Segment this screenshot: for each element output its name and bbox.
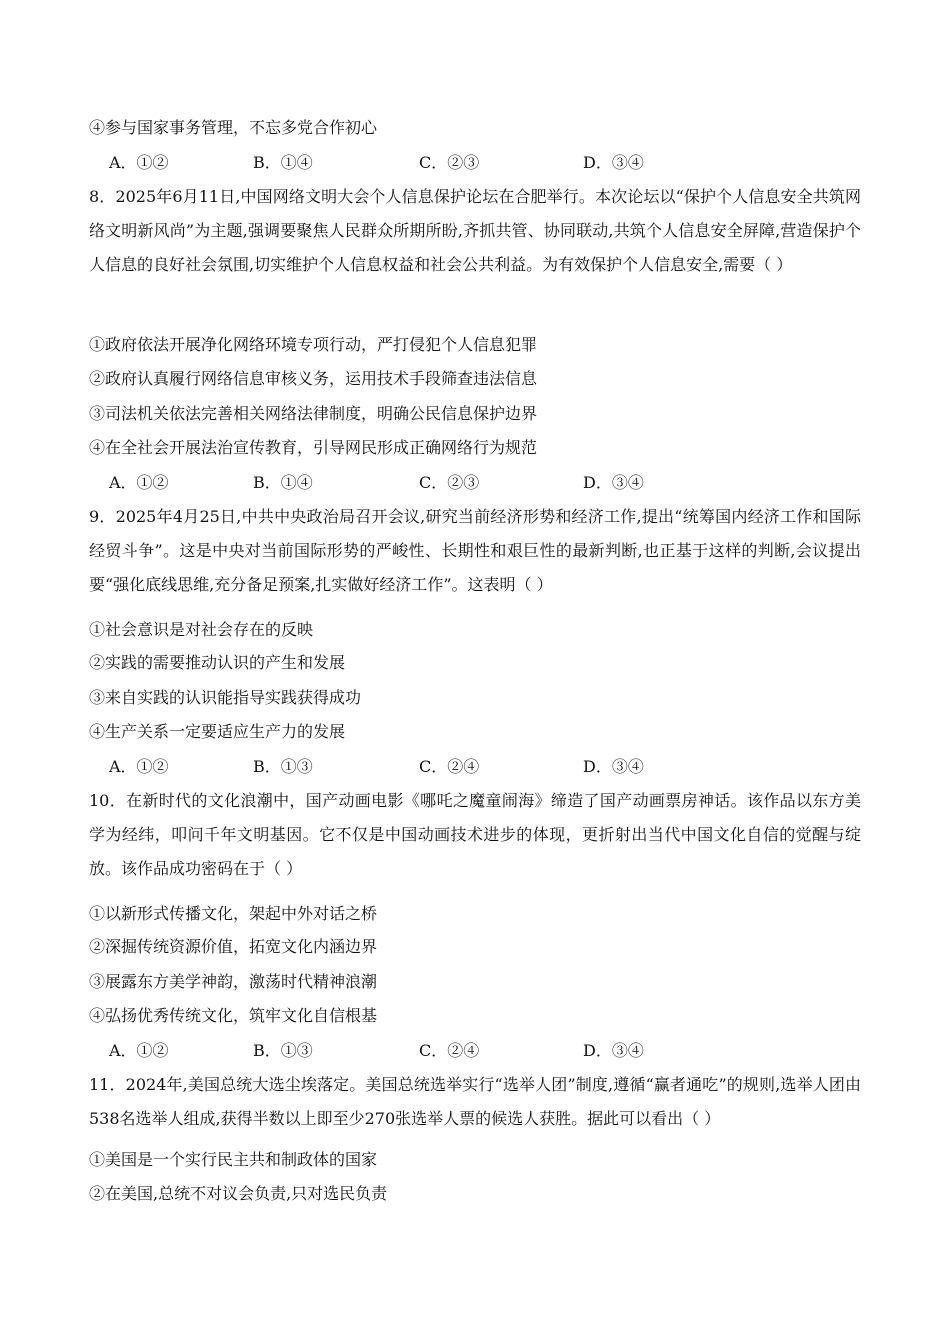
- q8-option-c[interactable]: C．②③: [419, 473, 480, 492]
- q8-option-b[interactable]: B．①④: [253, 473, 313, 492]
- q8-choice-4: ④在全社会开展法治宣传教育，引导网民形成正确网络行为规范: [89, 438, 538, 457]
- q9-choice-1: ①社会意识是对社会存在的反映: [89, 620, 314, 639]
- q8-choice-1: ①政府依法开展净化网络环境专项行动，严打侵犯个人信息犯罪: [89, 335, 538, 354]
- q7-option-d[interactable]: D．③④: [583, 153, 644, 172]
- q8-choice-3: ③司法机关依法完善相关网络法律制度，明确公民信息保护边界: [89, 404, 538, 423]
- q7-choice-4: ④参与国家事务管理，不忘多党合作初心: [89, 118, 378, 137]
- q9-choice-4: ④生产关系一定要适应生产力的发展: [89, 722, 346, 741]
- q10-option-c[interactable]: C．②④: [419, 1041, 480, 1060]
- q9-stem: 9．2025年4月25日,中共中央政治局召开会议,研究当前经济形势和经济工作,提出“统筹国内经济工作和国际经贸斗争”。这是中央对当前国际形势的严峻性、长期性和艰巨性的最新判断,也正基于这样的判断,会议提出要“强化底线思维,充分备足预案,扎实做好经济工作”。这表明（ ）: [89, 507, 861, 594]
- q8-choice-2: ②政府认真履行网络信息审核义务，运用技术手段筛查违法信息: [89, 369, 538, 388]
- q8-option-d[interactable]: D．③④: [583, 473, 644, 492]
- q10-stem: 10．在新时代的文化浪潮中，国产动画电影《哪吒之魔童闹海》缔造了国产动画票房神话。该作品以东方美学为经纬，叩问千年文明基因。它不仅是中国动画技术进步的体现，更折射出当代中国文化自信的觉醒与绽放。该作品成功密码在于（ ）: [89, 791, 861, 878]
- q7-option-c[interactable]: C．②③: [419, 153, 480, 172]
- q10-choice-2: ②深掘传统资源价值，拓宽文化内涵边界: [89, 937, 378, 956]
- q9-choice-2: ②实践的需要推动认识的产生和发展: [89, 653, 346, 672]
- q9-option-a[interactable]: A．①②: [109, 757, 169, 776]
- q9-option-b[interactable]: B．①③: [253, 757, 313, 776]
- q10-option-a[interactable]: A．①②: [109, 1041, 169, 1060]
- q11-choice-1: ①美国是一个实行民主共和制政体的国家: [89, 1150, 378, 1169]
- q10-choice-3: ③展露东方美学神韵，激荡时代精神浪潮: [89, 972, 378, 991]
- q9-option-c[interactable]: C．②④: [419, 757, 480, 776]
- q9-choice-3: ③来自实践的认识能指导实践获得成功: [89, 688, 362, 707]
- q7-option-b[interactable]: B．①④: [253, 153, 313, 172]
- q8-stem: 8．2025年6月11日,中国网络文明大会个人信息保护论坛在合肥举行。本次论坛以“保护个人信息安全共筑网络文明新风尚”为主题,强调要聚焦人民群众所期所盼,齐抓共管、协同联动,共筑个人信息安全屏障,营造保护个人信息的良好社会氛围,切实维护个人信息权益和社会公共利益。为有效保护个人信息安全,需要（ ）: [89, 187, 861, 274]
- q8-option-a[interactable]: A．①②: [109, 473, 169, 492]
- q11-stem: 11．2024年,美国总统大选尘埃落定。美国总统选举实行“选举人团”制度,遵循“赢者通吃”的规则,选举人团由538名选举人组成,获得半数以上即至少270张选举人票的候选人获胜。据此可以看出（ ）: [89, 1075, 861, 1128]
- q9-option-d[interactable]: D．③④: [583, 757, 644, 776]
- q7-option-a[interactable]: A．①②: [109, 153, 169, 172]
- q10-option-b[interactable]: B．①③: [253, 1041, 313, 1060]
- q11-choice-2: ②在美国,总统不对议会负责,只对选民负责: [89, 1184, 388, 1203]
- q10-choice-1: ①以新形式传播文化，架起中外对话之桥: [89, 904, 378, 923]
- q10-choice-4: ④弘扬优秀传统文化，筑牢文化自信根基: [89, 1006, 378, 1025]
- q10-option-d[interactable]: D．③④: [583, 1041, 644, 1060]
